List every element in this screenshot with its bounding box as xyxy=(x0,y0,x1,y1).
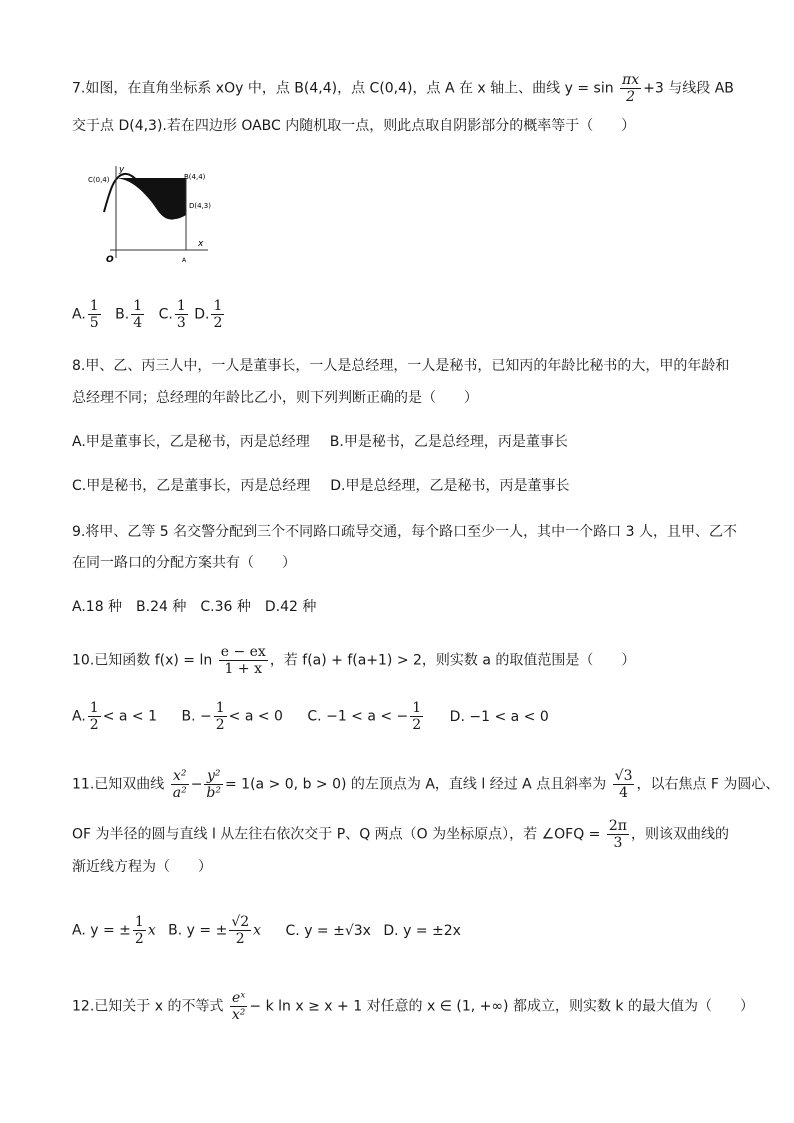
q8-line2: 总经理不同；总经理的年龄比乙小，则下列判断正确的是（ ） xyxy=(72,390,478,406)
q7-line1 xyxy=(72,72,734,105)
q7-line2: 交于点 D(4,3).若在四边形 OABC 内随机取一点，则此点取自阴影部分的概率等于（ ） xyxy=(72,118,636,134)
q11-frac-y: $\frac{\text{y²}}{\text{b²}}$ xyxy=(206,768,221,801)
q9-line2: 在同一路口的分配方案共有（ ） xyxy=(72,555,296,571)
q7-label-b: B(4,4) xyxy=(184,173,206,181)
q8-options-row1 xyxy=(72,432,568,452)
q7-label-x: x xyxy=(198,239,204,249)
q7-option-b: B. $\frac{1}{4}$ xyxy=(115,298,143,331)
q7-label-o: O xyxy=(106,255,114,265)
q12-head: 12.已知关于 x 的不等式 xyxy=(72,998,224,1015)
q10-option-c: C. −1 < a < − $\frac{1}{2}$ xyxy=(307,700,422,733)
q8-option-b: B.甲是秘书，乙是总经理，丙是董事长 xyxy=(329,434,568,450)
q10-fraction: $\frac{e - ex}{1 + x}$ xyxy=(220,644,266,677)
q10-option-a: A. $\frac{1}{2}$ < a < 1 xyxy=(72,700,158,733)
q7-number: 7. xyxy=(72,80,86,97)
q11-line2-head: OF 为半径的圆与直线 l 从左往右依次交于 P、Q 两点（O 为坐标原点），若 ∠OFQ = xyxy=(72,826,601,843)
q11-options xyxy=(72,914,481,947)
q11-slope: $\frac{√3}{4}$ xyxy=(614,768,633,801)
q9-options: A.18 种 B.24 种 C.36 种 D.42 种 xyxy=(72,599,317,615)
q7-option-c: C. $\frac{1}{3}$ xyxy=(158,298,186,331)
q11-option-a: A. y = ± $\frac{1}{2}$ x xyxy=(72,914,156,947)
q10-head: 10.已知函数 f(x) = ln xyxy=(72,652,213,669)
q11-condition: = 1(a > 0, b > 0) 的左顶点为 A，直线 l 经过 A 点且斜率为 xyxy=(225,776,607,793)
q11-line3: 渐近线方程为（ ） xyxy=(72,859,212,875)
q7-sin-fraction: $\frac{\pi x}{2}$ xyxy=(622,72,640,105)
q9-line1: 9.将甲、乙等 5 名交警分配到三个不同路口疏导交通，每个路口至少一人，其中一个路口 3 人，且甲、乙不 xyxy=(72,524,737,540)
q10-option-d: D. −1 < a < 0 xyxy=(449,708,549,725)
q7-option-a: A. $\frac{1}{5}$ xyxy=(72,298,99,331)
q10-options xyxy=(72,700,569,733)
q7-label-d: D(4,3) xyxy=(189,202,211,210)
q7-label-y: y xyxy=(119,165,125,175)
q11-line1-tail: ，以右焦点 F 为圆心、 xyxy=(636,776,780,793)
q7-options xyxy=(72,298,246,331)
q10-option-b: B. − $\frac{1}{2}$ < a < 0 xyxy=(181,700,283,733)
q10-tail: ，若 f(a) + f(a+1) > 2，则实数 a 的取值范围是（ ） xyxy=(269,652,636,669)
q8-option-a: A.甲是董事长，乙是秘书，丙是总经理 xyxy=(72,434,310,450)
q11-line2 xyxy=(72,818,729,851)
q7-label-c: C(0,4) xyxy=(88,176,110,184)
q12-stem xyxy=(72,990,754,1023)
q12-tail: − k ln x ≥ x + 1 对任意的 x ∈ (1, +∞) 都成立，则实数 k 的最大值为（ ） xyxy=(249,998,754,1015)
q11-option-d: D. y = ±2x xyxy=(383,922,461,939)
q7-figure xyxy=(88,160,248,268)
q11-angle: $\frac{2\pi}{3}$ xyxy=(608,818,627,851)
q10-stem xyxy=(72,644,635,677)
q11-option-c: C. y = ±√3x xyxy=(285,922,371,939)
q7-label-a: A xyxy=(182,257,187,264)
q8-option-d: D.甲是总经理，乙是秘书，丙是董事长 xyxy=(330,478,570,494)
q11-head: 11.已知双曲线 xyxy=(72,776,165,793)
q8-options-row2 xyxy=(72,476,569,496)
q12-fraction: $\frac{\text{eˣ}}{\text{x²}}$ xyxy=(231,990,246,1023)
q7-option-d: D. $\frac{1}{2}$ xyxy=(194,298,223,331)
q11-option-b: B. y = ± $\frac{√2}{2}$ x xyxy=(168,914,262,947)
q7-text-b: +3 与线段 AB xyxy=(643,80,734,97)
q11-line1: 11.已知双曲线 $\frac{\text{x²}}{\text{a²}}$ − $\frac{\text{y²}}{\text{b²}}$ = 1(a > 0, b > 0) 的左顶点为 A，直线 l 经过 A 点且斜率为 $\frac{√3}{4}$ ，以右焦点 F 为圆心、 xyxy=(72,768,780,801)
q8-option-c: C.甲是秘书，乙是董事长，丙是总经理 xyxy=(72,478,311,494)
q8-line1: 8.甲、乙、丙三人中，一人是董事长，一人是总经理，一人是秘书，已知丙的年龄比秘书的大，甲的年龄和 xyxy=(72,358,730,374)
q11-frac-x: $\frac{\text{x²}}{\text{a²}}$ xyxy=(172,768,187,801)
q11-line2-tail: ，则该双曲线的 xyxy=(630,826,729,843)
q7-text-a: 如图，在直角坐标系 xOy 中，点 B(4,4)，点 C(0,4)，点 A 在 x 轴上、曲线 y = sin xyxy=(85,80,614,97)
